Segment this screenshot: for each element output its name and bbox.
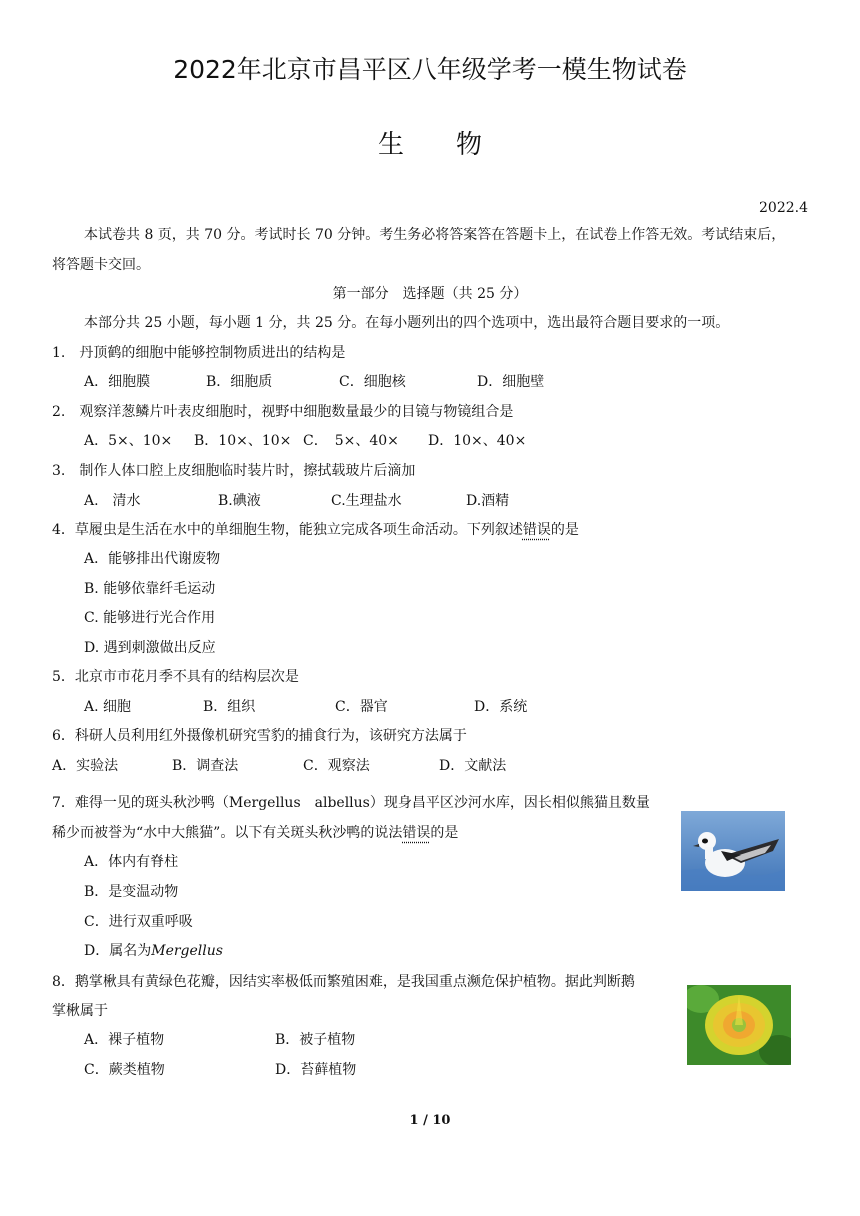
page-number: 1 / 10 <box>409 1113 451 1128</box>
emphasis-text: 错误 <box>402 825 431 841</box>
question-7-stem-line-1: 7．难得一见的斑头秋沙鸭（Mergellus albellus）现身昌平区沙河水库，因长相似熊猫且数量 <box>52 795 650 811</box>
question-7-option-a[interactable]: A．体内有脊柱 <box>84 854 179 870</box>
question-6-option-b[interactable]: B．调查法 <box>172 758 239 774</box>
question-2-option-c[interactable]: C． 5×、40× <box>303 433 399 449</box>
question-7-stem-line-2: 稀少而被誉为“水中大熊猫”。以下有关斑头秋沙鸭的说法错误的是 <box>52 825 459 841</box>
question-6-option-c[interactable]: C．观察法 <box>303 758 370 774</box>
question-8-stem-line-1: 8．鹅掌楸具有黄绿色花瓣，因结实率极低而繁殖困难，是我国重点濒危保护植物。据此判断鹅 <box>52 974 635 990</box>
question-2-stem: 2. 观察洋葱鳞片叶表皮细胞时，视野中细胞数量最少的目镜与物镜组合是 <box>52 404 514 420</box>
instructions-line-1: 本试卷共 8 页，共 70 分。考试时长 70 分钟。考生务必将答案答在答题卡上，在试卷上作答无效。考试结束后， <box>84 227 786 243</box>
question-5-stem: 5．北京市市花月季不具有的结构层次是 <box>52 669 299 685</box>
genus-name: Mergellus <box>151 943 223 959</box>
subject-heading: 生物 <box>377 130 534 160</box>
question-5-option-b[interactable]: B．组织 <box>203 699 256 715</box>
question-4-stem: 4．草履虫是生活在水中的单细胞生物，能独立完成各项生命活动。下列叙述错误的是 <box>52 522 579 538</box>
question-5-option-d[interactable]: D．系统 <box>474 699 528 715</box>
question-1-option-c[interactable]: C．细胞核 <box>339 374 406 390</box>
question-4-option-a[interactable]: A．能够排出代谢废物 <box>84 551 221 567</box>
question-8-option-c[interactable]: C．蕨类植物 <box>84 1062 165 1078</box>
question-8-option-a[interactable]: A．裸子植物 <box>84 1032 165 1048</box>
section-intro: 本部分共 25 小题，每小题 1 分，共 25 分。在每小题列出的四个选项中，选出最符合题目要求的一项。 <box>84 315 730 331</box>
smew-duck-photo <box>681 811 785 891</box>
tulip-tree-flower-photo <box>687 985 791 1065</box>
question-8-option-d[interactable]: D．苔藓植物 <box>275 1062 357 1078</box>
question-5-option-a[interactable]: A. 细胞 <box>84 699 132 715</box>
question-3-option-d[interactable]: D.酒精 <box>466 493 510 509</box>
question-4-option-d[interactable]: D. 遇到刺激做出反应 <box>84 640 216 656</box>
question-2-option-d[interactable]: D．10×、40× <box>428 433 527 449</box>
question-1-option-d[interactable]: D．细胞壁 <box>477 374 545 390</box>
question-2-option-a[interactable]: A．5×、10× <box>84 433 173 449</box>
question-1-stem: 1. 丹顶鹤的细胞中能够控制物质进出的结构是 <box>52 345 346 361</box>
question-1-option-b[interactable]: B．细胞质 <box>206 374 273 390</box>
question-3-stem: 3. 制作人体口腔上皮细胞临时装片时，擦拭载玻片后滴加 <box>52 463 416 479</box>
question-6-option-d[interactable]: D．文献法 <box>439 758 507 774</box>
emphasis-text: 错误 <box>522 522 551 538</box>
question-6-stem: 6．科研人员利用红外摄像机研究雪豹的捕食行为，该研究方法属于 <box>52 728 467 744</box>
question-4-option-b[interactable]: B. 能够依靠纤毛运动 <box>84 581 216 597</box>
question-1-option-a[interactable]: A．细胞膜 <box>84 374 151 390</box>
exam-title: 2022年北京市昌平区八年级学考一模生物试卷 <box>173 55 687 84</box>
question-2-option-b[interactable]: B．10×、10× <box>194 433 292 449</box>
instructions-line-2: 将答题卡交回。 <box>52 257 150 273</box>
question-3-option-a[interactable]: A. 清水 <box>84 493 141 509</box>
question-4-option-c[interactable]: C. 能够进行光合作用 <box>84 610 216 626</box>
question-8-option-b[interactable]: B．被子植物 <box>275 1032 356 1048</box>
section-heading: 第一部分 选择题（共 25 分） <box>332 286 528 302</box>
question-6-option-a[interactable]: A．实验法 <box>52 758 119 774</box>
question-5-option-c[interactable]: C．器官 <box>335 699 388 715</box>
question-7-option-c[interactable]: C．进行双重呼吸 <box>84 914 193 930</box>
exam-date: 2022.4 <box>759 200 808 216</box>
question-3-option-b[interactable]: B.碘液 <box>218 493 261 509</box>
question-3-option-c[interactable]: C.生理盐水 <box>331 493 402 509</box>
question-8-stem-line-2: 掌楸属于 <box>52 1003 108 1019</box>
question-7-option-b[interactable]: B．是变温动物 <box>84 884 179 900</box>
question-7-option-d[interactable]: D．属名为Mergellus <box>84 943 223 959</box>
